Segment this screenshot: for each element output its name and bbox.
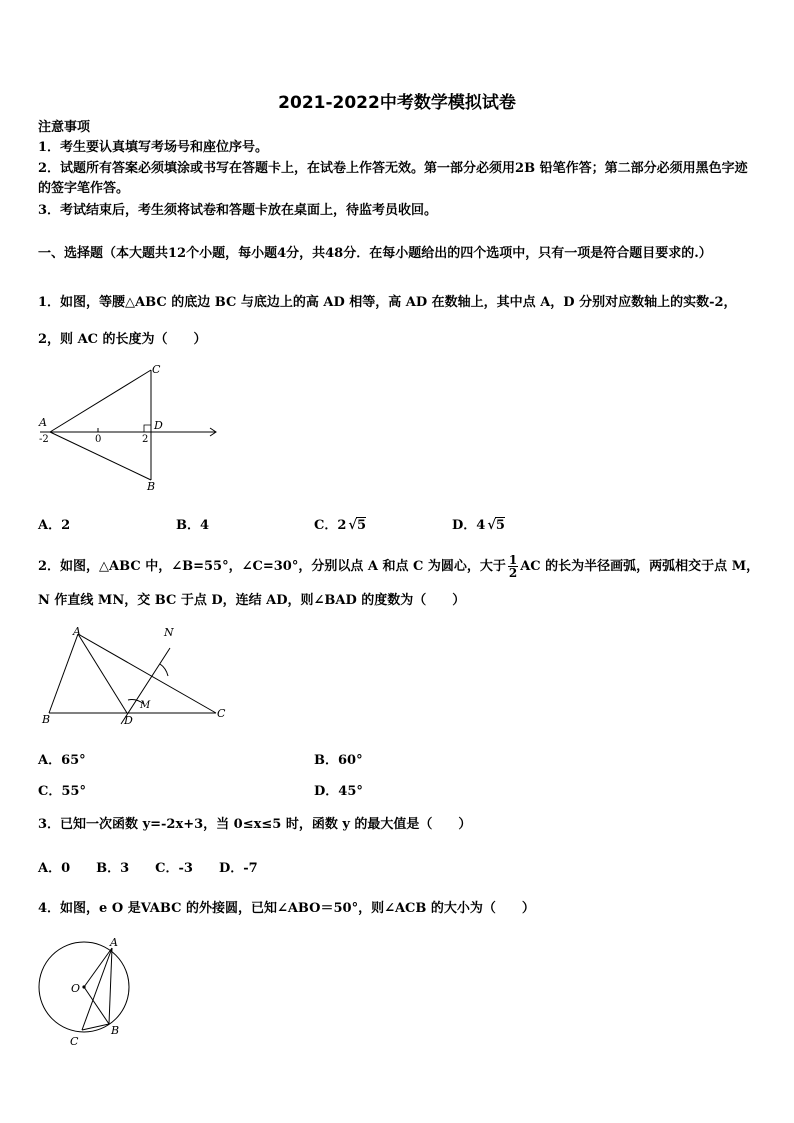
notice-heading: 注意事项 — [38, 120, 91, 135]
notice-item-3: 3．考试结束后，考生须将试卷和答题卡放在桌面上，待监考员收回。 — [38, 203, 438, 218]
question-2-line2: N 作直线 MN，交 BC 于点 D，连结 AD，则∠BAD 的度数为（ ） — [38, 593, 466, 608]
q2-option-c[interactable]: C．55° — [38, 784, 86, 799]
fraction-numerator: 1 — [508, 553, 518, 567]
question-2-figure — [36, 622, 236, 730]
sqrt-symbol: √ — [487, 518, 496, 533]
question-3-text: 3．已知一次函数 y=-2x+3，当 0≤x≤5 时，函数 y 的最大值是（ ） — [38, 817, 472, 832]
label-c: C — [70, 1035, 79, 1048]
q1-option-d[interactable] — [452, 514, 505, 533]
label-neg2: -2 — [39, 434, 49, 445]
question-4-figure — [36, 934, 136, 1049]
page-title: 2021-2022中考数学模拟试卷 — [278, 93, 516, 113]
fraction-denominator: 2 — [508, 566, 518, 580]
question-4-text: 4．如图，e O 是VABC 的外接圆，已知∠ABO＝50°，则∠ACB 的大小为（ ） — [38, 901, 535, 916]
segment-ac — [50, 370, 151, 432]
q1-option-c[interactable] — [314, 514, 366, 533]
question-1-line1: 1．如图，等腰△ABC 的底边 BC 与底边上的高 AD 相等，高 AD 在数轴上，其中点 A，D 分别对应数轴上的实数-2， — [38, 295, 737, 310]
right-angle-mark — [144, 425, 151, 432]
segment-ob — [84, 987, 109, 1024]
q3-options[interactable]: A．0 B．3 C．-3 D．-7 — [38, 861, 258, 876]
label-0: 0 — [95, 434, 102, 445]
label-2: 2 — [142, 434, 149, 445]
label-o: O — [71, 982, 81, 995]
question-2-text-a: 2．如图，△ABC 中，∠B=55°，∠C=30°，分别以点 A 和点 C 为圆心，大于 — [38, 559, 506, 574]
section-heading: 一、选择题（本大题共12个小题，每小题4分，共48分．在每小题给出的四个选项中，只有一项是符合题目要求的.） — [38, 246, 712, 261]
fraction-half — [508, 554, 518, 579]
sqrt-symbol: √ — [348, 518, 357, 533]
segment-ab — [49, 634, 78, 713]
label-b: B — [42, 713, 51, 726]
label-b: B — [147, 480, 156, 492]
q1-option-b[interactable]: B．4 — [176, 518, 210, 533]
question-1-line2: 2，则 AC 的长度为（ ） — [38, 332, 207, 347]
question-2-line1 — [38, 554, 759, 579]
label-m: M — [140, 700, 151, 711]
q1-option-d-radicand: 5 — [495, 518, 505, 533]
label-c: C — [217, 707, 226, 720]
question-2-text-b: AC 的长为半径画弧，两弧相交于点 M， — [520, 559, 760, 574]
label-c: C — [152, 363, 161, 376]
q1-option-c-radicand: 5 — [356, 518, 366, 533]
question-1-figure — [36, 362, 221, 492]
label-d: D — [154, 419, 163, 432]
label-d: D — [124, 714, 133, 727]
segment-ac — [82, 948, 112, 1030]
label-b: B — [111, 1024, 120, 1037]
q1-option-d-prefix: D．4 — [452, 518, 486, 533]
q1-option-a[interactable]: A．2 — [38, 518, 71, 533]
q1-option-c-prefix: C．2 — [314, 518, 347, 533]
label-n: N — [164, 626, 174, 639]
notice-item-2: 2．试题所有答案必须填涂或书写在答题卡上，在试卷上作答无效。第一部分必须用2B 铅笔作答；第二部分必须用黑色字迹的签字笔作答。 — [38, 161, 748, 196]
label-a: A — [39, 416, 47, 429]
q2-option-d[interactable]: D．45° — [314, 784, 363, 799]
q2-option-b[interactable]: B．60° — [314, 753, 363, 768]
segment-ad — [78, 634, 127, 713]
notice-item-1: 1．考生要认真填写考场号和座位序号。 — [38, 140, 269, 155]
arc-n — [160, 664, 168, 676]
center-point — [82, 985, 85, 988]
label-a: A — [73, 625, 81, 638]
segment-oa — [84, 948, 112, 987]
segment-ab — [109, 948, 112, 1024]
q2-option-a[interactable]: A．65° — [38, 753, 86, 768]
label-a: A — [110, 936, 118, 949]
